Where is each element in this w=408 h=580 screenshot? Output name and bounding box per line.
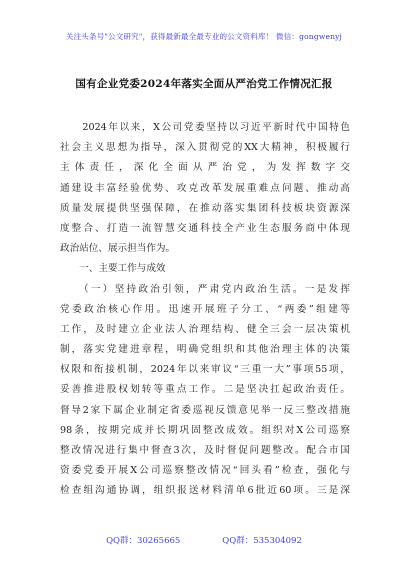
body-line: 检查组沟通协调，组织报送材料清单6批近60项。三是深	[60, 485, 350, 497]
section-heading: 一、主要工作与成效	[60, 263, 166, 275]
footer-qq-group-1: QQ群：30265665	[106, 536, 181, 546]
body-line: 政治站位、展示担当作为。	[60, 243, 176, 255]
body-line: 权限和衔接机制，2024年以来审议“三重一大”事项55项，	[60, 364, 350, 376]
body-line: 2024年以来，X公司党委坚持以习近平新时代中国特色	[60, 122, 350, 133]
body-line: 主体责任，深化全面从严治党，为发挥数字交	[60, 162, 350, 174]
body-line: 社会主义思想为指导，深入贯彻党的XX大精神，积极履行	[60, 142, 350, 154]
body-line: 制，落实党建进章程，明确党组织和其他治理主体的决策	[60, 344, 350, 356]
header-banner: 关注头条号"公文研究"，获得最新最全最专业的公文资料库！ 微信：gongwenyj	[65, 32, 343, 41]
body-line: 工作，及时建立企业法人治理结构、健全三会一层决策机	[60, 323, 350, 335]
body-line: 妥善推进股权划转等重点工作。二是坚决扛起政治责任。	[60, 384, 350, 396]
body-line: （一）坚持政治引领，严肃党内政治生活。一是发挥	[60, 283, 350, 295]
body-line: 整改情况进行集中督查3次，及时督促问题整改。配合市国	[60, 445, 350, 456]
document-body	[60, 118, 350, 502]
body-line: 度整合、打造一流智慧交通科技全产业生态服务商中体现	[60, 222, 350, 234]
footer-qq-group-2: QQ群：535304092	[222, 536, 302, 546]
body-line: 98条，按期完成并长期巩固整改成效。组织对X公司巡察	[60, 424, 350, 436]
footer-qq-groups	[0, 534, 408, 546]
body-line: 通建设丰富经验优势、攻克改革发展重难点问题、推动高	[60, 182, 350, 194]
body-line: 质量发展提供坚强保障，在推动落实集团科技板块资源深	[60, 202, 350, 214]
document-title: 国有企业党委2024年落实全面从严治党工作情况汇报	[75, 78, 333, 90]
body-line: 党委政治核心作用。迅速开展班子分工、“两委”组建等	[60, 303, 350, 315]
body-line: 资委党委开展X公司巡察整改情况“回头看”检查，强化与	[60, 465, 350, 477]
body-line: 督导2家下属企业制定省委巡视反馈意见举一反三整改措施	[60, 404, 350, 416]
